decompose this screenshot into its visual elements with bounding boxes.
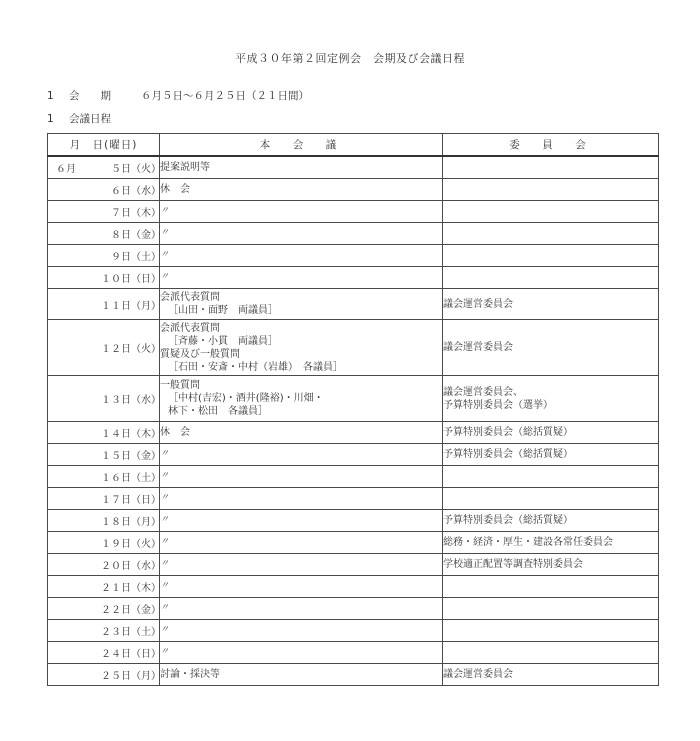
plenary-line: 〃 <box>160 493 170 503</box>
table-row <box>48 620 659 642</box>
day-label: ５日 <box>111 164 131 175</box>
table-row <box>48 422 659 444</box>
date-cell <box>48 532 160 554</box>
date-cell <box>48 488 160 510</box>
day-label: ２１日 <box>101 583 131 594</box>
weekday-label: （土） <box>131 627 161 638</box>
date-cell <box>48 620 160 642</box>
weekday-label: （水） <box>131 395 161 406</box>
table-row <box>48 598 659 620</box>
plenary-cell <box>160 576 443 598</box>
plenary-cell <box>160 466 443 488</box>
table-row <box>48 664 659 686</box>
plenary-line: 〃 <box>160 581 170 591</box>
date-cell <box>48 576 160 598</box>
plenary-line: 休 会 <box>160 184 190 195</box>
plenary-cell <box>160 320 443 376</box>
table-row <box>48 466 659 488</box>
committee-cell <box>443 201 659 223</box>
committee-line: 総務・経済・厚生・建設各常任委員会 <box>443 537 613 548</box>
session-label: 会 期 <box>69 90 111 102</box>
plenary-line: 〃 <box>160 515 170 525</box>
weekday-label: （火） <box>131 344 161 355</box>
plenary-line: 〃 <box>160 471 170 481</box>
plenary-cell <box>160 664 443 686</box>
date-cell <box>48 642 160 664</box>
session-period-line <box>47 88 309 103</box>
table-row <box>48 156 659 179</box>
day-label: ８日 <box>111 230 131 241</box>
day-label: １２日 <box>101 344 131 355</box>
weekday-label: （日） <box>131 649 161 660</box>
day-label: １５日 <box>101 451 131 462</box>
date-cell <box>48 156 160 179</box>
date-cell <box>48 320 160 376</box>
table-row <box>48 289 659 320</box>
committee-cell <box>443 488 659 510</box>
plenary-cell <box>160 376 443 422</box>
schedule-heading-label: 会議日程 <box>69 113 111 125</box>
committee-cell <box>443 598 659 620</box>
day-label: １７日 <box>101 495 131 506</box>
date-cell <box>48 267 160 289</box>
weekday-label: （水） <box>131 561 161 572</box>
date-cell <box>48 179 160 201</box>
plenary-cell <box>160 267 443 289</box>
committee-cell <box>443 444 659 466</box>
plenary-line: 提案説明等 <box>160 162 210 173</box>
day-label: ６日 <box>111 186 131 197</box>
date-cell <box>48 664 160 686</box>
weekday-label: （月） <box>131 517 161 528</box>
plenary-line: ［石田・安斎・中村（岩雄） 各議員］ <box>168 361 343 373</box>
weekday-label: （火） <box>131 539 161 550</box>
table-row <box>48 179 659 201</box>
header-plenary: 本 会 議 <box>160 134 443 157</box>
weekday-label: （日） <box>131 495 161 506</box>
weekday-label: （火） <box>131 164 161 175</box>
weekday-label: （金） <box>131 451 161 462</box>
day-label: ２３日 <box>101 627 131 638</box>
table-row <box>48 223 659 245</box>
weekday-label: （月） <box>131 300 161 312</box>
plenary-line: ［中村(吉宏)・酒井(隆裕)・川畑・ <box>168 393 324 404</box>
table-row <box>48 201 659 223</box>
plenary-cell <box>160 598 443 620</box>
plenary-line: 〃 <box>160 449 170 459</box>
weekday-label: （土） <box>131 252 161 263</box>
committee-cell <box>443 156 659 179</box>
date-cell <box>48 289 160 320</box>
committee-cell <box>443 620 659 642</box>
committee-cell <box>443 289 659 320</box>
schedule-table <box>47 133 659 686</box>
plenary-line: 〃 <box>160 250 170 260</box>
committee-cell <box>443 320 659 376</box>
day-label: １１日 <box>101 300 131 312</box>
weekday-label: （土） <box>131 473 161 484</box>
plenary-line: 〃 <box>160 537 170 547</box>
plenary-cell <box>160 444 443 466</box>
date-cell <box>48 554 160 576</box>
day-label: ７日 <box>111 208 131 219</box>
date-cell <box>48 376 160 422</box>
day-label: １８日 <box>101 517 131 528</box>
committee-cell <box>443 576 659 598</box>
plenary-line: 〃 <box>160 206 170 216</box>
plenary-cell <box>160 156 443 179</box>
document-title: 平成３０年第２回定例会 会期及び会議日程 <box>235 52 465 65</box>
header-date: 月 日(曜日) <box>48 134 160 157</box>
committee-line: 議会運営委員会 <box>443 669 513 680</box>
date-cell <box>48 245 160 267</box>
date-cell <box>48 466 160 488</box>
committee-line: 予算特別委員会（選挙） <box>443 399 553 411</box>
committee-line: 予算特別委員会（総括質疑） <box>443 515 573 526</box>
committee-cell <box>443 532 659 554</box>
day-label: １６日 <box>101 473 131 484</box>
plenary-line: ［山田・面野 両議員］ <box>168 305 278 316</box>
table-row <box>48 444 659 466</box>
plenary-line: 〃 <box>160 228 170 238</box>
weekday-label: （金） <box>131 230 161 241</box>
date-cell <box>48 444 160 466</box>
weekday-label: （木） <box>131 208 161 219</box>
date-cell <box>48 510 160 532</box>
plenary-cell <box>160 532 443 554</box>
committee-cell <box>443 642 659 664</box>
day-label: ２２日 <box>101 605 131 616</box>
plenary-line: 〃 <box>160 559 170 569</box>
committee-cell <box>443 223 659 245</box>
date-cell <box>48 201 160 223</box>
weekday-label: （水） <box>131 186 161 197</box>
plenary-cell <box>160 554 443 576</box>
weekday-label: （木） <box>131 583 161 594</box>
table-row <box>48 488 659 510</box>
weekday-label: （金） <box>131 605 161 616</box>
day-label: １９日 <box>101 539 131 550</box>
plenary-line: 討論・採決等 <box>160 669 220 680</box>
weekday-label: （日） <box>131 274 161 285</box>
table-row <box>48 576 659 598</box>
day-label: ９日 <box>111 252 131 263</box>
session-number: 1 <box>47 90 54 102</box>
committee-cell <box>443 510 659 532</box>
table-row <box>48 642 659 664</box>
day-label: ２５日 <box>101 671 131 682</box>
plenary-line: ［斉藤・小貫 両議員］ <box>168 335 278 347</box>
plenary-cell <box>160 223 443 245</box>
plenary-cell <box>160 245 443 267</box>
committee-line: 予算特別委員会（総括質疑） <box>443 449 573 460</box>
committee-cell <box>443 376 659 422</box>
date-cell <box>48 422 160 444</box>
plenary-cell <box>160 642 443 664</box>
day-label: ２０日 <box>101 561 131 572</box>
table-row <box>48 245 659 267</box>
month-label: ６月 <box>56 164 76 175</box>
plenary-cell <box>160 179 443 201</box>
committee-line: 学校適正配置等調査特別委員会 <box>443 559 583 570</box>
plenary-cell <box>160 422 443 444</box>
plenary-line: 〃 <box>160 272 170 282</box>
committee-line: 議会運営委員会 <box>443 298 513 310</box>
plenary-cell <box>160 620 443 642</box>
day-label: １３日 <box>101 395 131 406</box>
plenary-line: 〃 <box>160 625 170 635</box>
plenary-line: 休 会 <box>160 427 190 438</box>
plenary-cell <box>160 201 443 223</box>
table-row <box>48 554 659 576</box>
committee-cell <box>443 245 659 267</box>
plenary-line: 会派代表質問 <box>160 292 220 303</box>
plenary-cell <box>160 289 443 320</box>
committee-cell <box>443 664 659 686</box>
table-row <box>48 532 659 554</box>
schedule-heading-line <box>47 111 111 126</box>
weekday-label: （月） <box>131 671 161 682</box>
plenary-line: 会派代表質問 <box>160 322 220 334</box>
date-cell <box>48 223 160 245</box>
committee-line: 議会運営委員会 <box>443 342 513 353</box>
plenary-line: 〃 <box>160 647 170 657</box>
schedule-heading-number: 1 <box>47 113 54 125</box>
committee-line: 議会運営委員会、 <box>443 386 523 398</box>
table-header-row <box>48 134 659 157</box>
committee-cell <box>443 422 659 444</box>
committee-cell <box>443 179 659 201</box>
session-value: ６月５日～６月２５日（２１日間） <box>141 90 309 102</box>
plenary-cell <box>160 488 443 510</box>
table-row <box>48 510 659 532</box>
plenary-line: 林下・松田 各議員］ <box>168 406 268 417</box>
plenary-line: 〃 <box>160 603 170 613</box>
header-committee: 委 員 会 <box>443 134 659 157</box>
day-label: １０日 <box>101 274 131 285</box>
day-label: ２４日 <box>101 649 131 660</box>
committee-line: 予算特別委員会（総括質疑） <box>443 427 573 438</box>
plenary-cell <box>160 510 443 532</box>
table-row <box>48 267 659 289</box>
day-label: １４日 <box>101 429 131 440</box>
date-cell <box>48 598 160 620</box>
committee-cell <box>443 466 659 488</box>
table-row <box>48 376 659 422</box>
committee-cell <box>443 267 659 289</box>
table-row <box>48 320 659 376</box>
plenary-line: 質疑及び一般質問 <box>160 348 240 360</box>
plenary-line: 一般質問 <box>160 380 200 391</box>
committee-cell <box>443 554 659 576</box>
weekday-label: （木） <box>131 429 161 440</box>
